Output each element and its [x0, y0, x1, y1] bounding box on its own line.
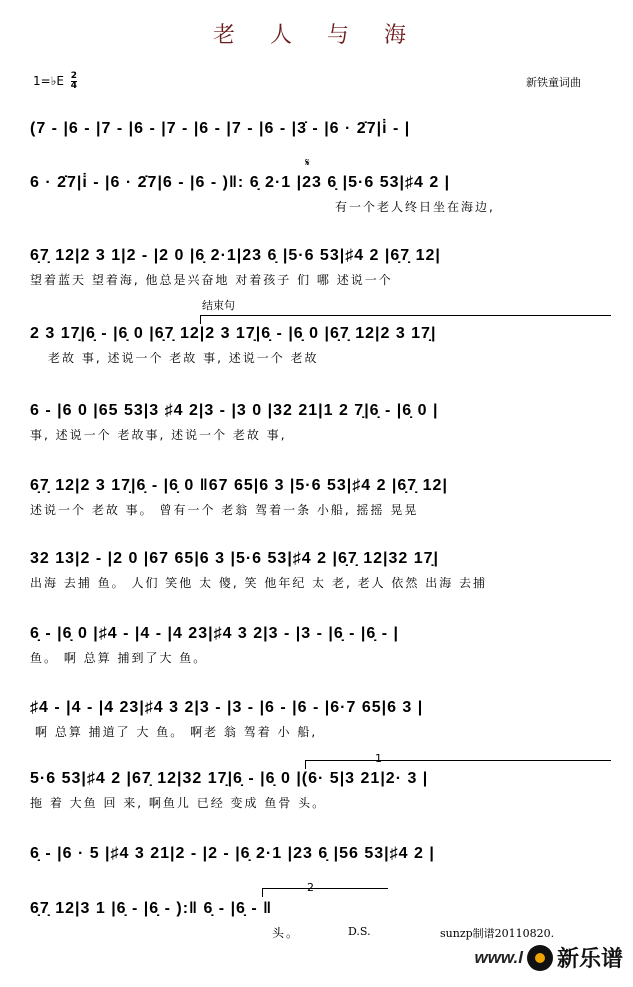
- staff-row-4: [30, 299, 590, 365]
- vinyl-disc-icon: [527, 945, 553, 971]
- ending-bracket: [200, 315, 611, 324]
- staff-row-2: [30, 156, 590, 214]
- transcriber-note: sunzp制谱20110820.: [440, 927, 555, 940]
- staff-row-6: [30, 475, 590, 517]
- watermark-logo: [474, 942, 623, 973]
- segno-icon: 𝄋: [305, 156, 310, 169]
- score-title: 老 人 与 海: [213, 23, 420, 48]
- lyrics: 有一个老人终日坐在海边,: [335, 200, 495, 214]
- key-signature: [33, 72, 77, 91]
- staff-row-9: [30, 697, 590, 739]
- notes: 6̣ - |6̣ 0 |♯4 - |4 - |4 23|♯4 3 2|3 - |3 - |6̣ - |6̣ - |: [30, 625, 399, 642]
- notes: 6̣7̣ 12|2 3 1|2 - |2 0 |6̣ 2·1|23 6̣ |5·6 53|♯4 2 |6̣7̣ 12|: [30, 247, 441, 264]
- staff-row-11: [30, 843, 590, 865]
- staff-row-1: [30, 118, 590, 140]
- staff-row-8: [30, 623, 590, 665]
- volta-1-bracket: [305, 760, 611, 769]
- lyrics: 出海 去捕 鱼。 人们 笑他 太 傻, 笑 他年纪 太 老, 老人 依然 出海 去捕: [30, 576, 488, 590]
- lyrics: 拖 着 大鱼 回 来, 啊鱼儿 已经 变成 鱼骨 头。: [30, 796, 327, 810]
- lyrics: 述说一个 老故 事。 曾有一个 老翁 驾着一条 小船, 摇摇 晃晃: [30, 503, 419, 517]
- notes: 5·6 53|♯4 2 |67̣ 12|32 17̣|6̣ - |6̣ 0 |(6· 5|3 21|2· 3 |: [30, 770, 429, 787]
- volta-2-bracket: [262, 888, 388, 897]
- notes: 6 - |6 0 |65 53|3 ♯4 2|3 - |3 0 |32 21|1 2 7̣|6̣ - |6̣ 0 |: [30, 402, 439, 419]
- staff-row-5: [30, 400, 590, 442]
- lyrics: 事, 述说一个 老故事, 述说一个 老故 事,: [30, 428, 287, 442]
- ending-phrase-label: 结束句: [202, 299, 235, 312]
- lyrics: 望着蓝天 望着海, 他总是兴奋地 对着孩子 们 哪 述说一个: [30, 273, 393, 287]
- volta-2-label: 2: [307, 881, 314, 894]
- notes: 6̣ - |6 · 5 |♯4 3 21|2 - |2 - |6̣ 2·1 |23 6̣ |56 53|♯4 2 |: [30, 845, 435, 862]
- volta-1-label: 1: [375, 752, 382, 765]
- lyrics: 鱼。 啊 总算 捕到了大 鱼。: [30, 651, 208, 665]
- staff-row-7: [30, 548, 590, 590]
- lyrics: 老故 事, 述说一个 老故 事, 述说一个 老故: [48, 351, 319, 365]
- notes: 6̣7̣ 12|2 3 17̣|6̣ - |6̣ 0 ‖67 65|6 3 |5·6 53|♯4 2 |6̣7̣ 12|: [30, 477, 448, 494]
- notes: 32 13|2 - |2 0 |67 65|6 3 |5·6 53|♯4 2 |6̣7̣ 12|32 17̣|: [30, 550, 439, 567]
- time-signature: $\frac{2}{4}$: [70, 71, 78, 91]
- notes: ♯4 - |4 - |4 23|♯4 3 2|3 - |3 - |6 - |6 - |6·7 65|6 3 |: [30, 699, 424, 716]
- dal-segno-mark: D.S.: [348, 925, 371, 938]
- key-label: 1=♭E: [33, 74, 64, 88]
- notes: 6 · 2̇7|i̇ - |6 · 2̇7|6 - |6 - )‖: 6̣ 2·1 |23 6̣ |5·6 53|♯4 2 |: [30, 174, 451, 191]
- notes: 2 3 17̣|6̣ - |6̣ 0 |6̣7̣ 12|2 3 17̣|6̣ - |6̣ 0 |6̣7̣ 12|2 3 17̣|: [30, 325, 437, 342]
- composer-credit: 新铁童词曲: [526, 76, 581, 89]
- notes: (7 - |6 - |7 - |6 - |7 - |6 - |7 - |6 - |3̇ - |6 · 2̇7|i̇ - |: [30, 120, 411, 137]
- staff-row-3: [30, 245, 590, 287]
- lyrics: 头。: [272, 926, 301, 940]
- notes: 6̣7̣ 12|3 1 |6̣ - |6̣ - ):‖ 6̣ - |6̣ - ‖: [30, 900, 273, 917]
- watermark-brand: 新乐谱: [556, 947, 623, 972]
- staff-row-10: [30, 752, 590, 810]
- lyrics: 啊 总算 捕道了 大 鱼。 啊老 翁 驾着 小 船,: [35, 725, 318, 739]
- watermark-url: www.l: [474, 947, 523, 967]
